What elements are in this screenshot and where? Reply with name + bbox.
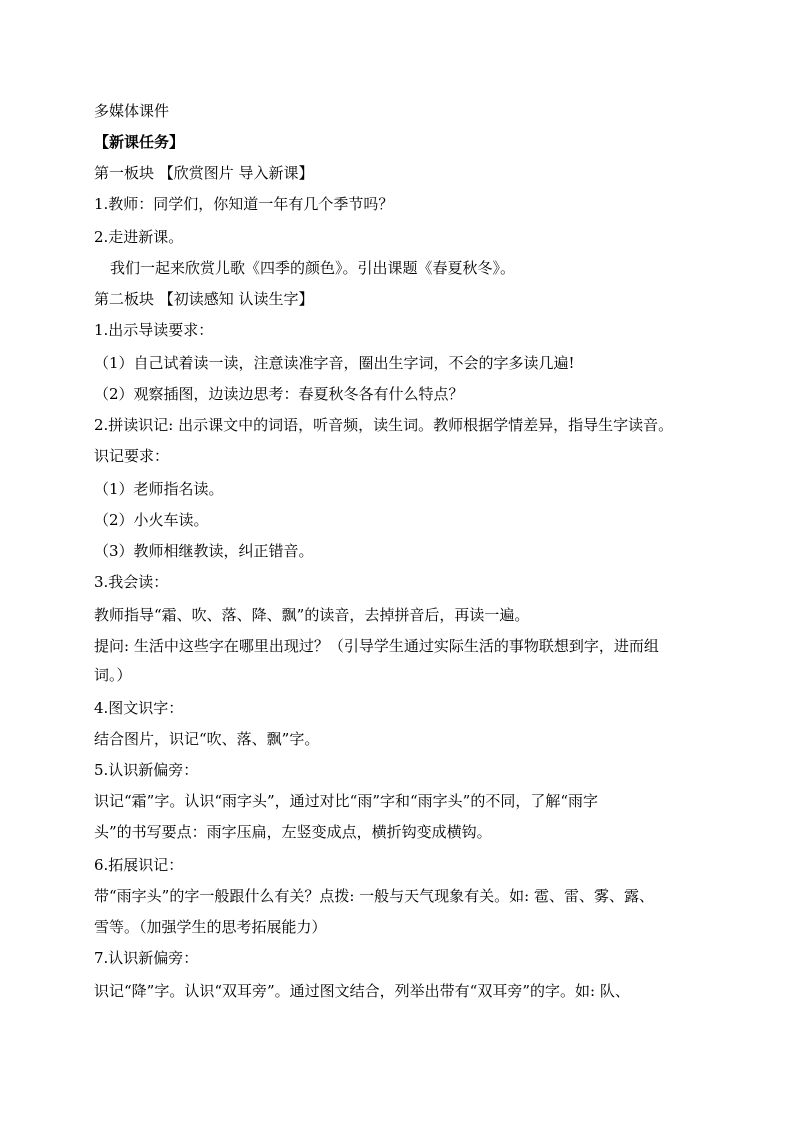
doc-section-title: 【新课任务】 xyxy=(94,133,185,151)
doc-line: 头”的书写要点：雨字压扁，左竖变成点，横折钩变成横钩。 xyxy=(94,823,492,841)
doc-line: （3）教师相继教读，纠正错音。 xyxy=(94,542,314,560)
doc-line: 5.认识新偏旁： xyxy=(94,761,199,779)
doc-line: 1.出示导读要求： xyxy=(94,321,214,339)
doc-line: 识记“降”字。认识“双耳旁”。通过图文结合，列举出带有“双耳旁”的字。如: 队、 xyxy=(94,982,630,1000)
doc-heading-multimedia: 多媒体课件 xyxy=(94,102,170,120)
doc-line: 提问: 生活中这些字在哪里出现过？（引导学生通过实际生活的事物联想到字，进而组 xyxy=(94,637,659,655)
doc-line: （2）观察插图，边读边思考：春夏秋冬各有什么特点？ xyxy=(94,385,464,403)
doc-line: 识记要求： xyxy=(94,447,170,465)
doc-line: 词。） xyxy=(94,666,132,684)
doc-line: 4.图文识字： xyxy=(94,699,184,717)
doc-line: 3.我会读： xyxy=(94,573,169,591)
doc-line: 教师指导“霜、吹、落、降、飘”的读音，去掉拼音后，再读一遍。 xyxy=(94,606,530,624)
doc-line: 雪等。（加强学生的思考拓展能力） xyxy=(94,918,327,936)
doc-line: 带“雨字头”的字一般跟什么有关？点拨: 一般与天气现象有关。如: 雹、雷、雾、露、 xyxy=(94,887,654,905)
doc-line: 2.拼读识记: 出示课文中的词语，听音频，读生词。教师根据学情差异，指导生字读音。 xyxy=(94,416,674,434)
doc-line: 6.拓展识记： xyxy=(94,856,184,874)
doc-line: 2.走进新课。 xyxy=(94,228,184,246)
doc-line: （2）小火车读。 xyxy=(94,511,209,529)
doc-block-1-title: 第一板块 【欣赏图片 导入新课】 xyxy=(94,164,314,182)
doc-line: 1.教师：同学们，你知道一年有几个季节吗？ xyxy=(94,195,394,213)
doc-line: 结合图片，识记“吹、落、飘”字。 xyxy=(94,730,320,748)
doc-line: 识记“霜”字。认识“雨字头”，通过对比“雨”字和“雨字头”的不同，了解“雨字 xyxy=(94,792,599,810)
doc-block-2-title: 第二板块 【初读感知 认读生字】 xyxy=(94,290,314,308)
doc-line: 7.认识新偏旁： xyxy=(94,949,199,967)
doc-paragraph-indented: 我们一起来欣赏儿歌《四季的颜色》。引出课题《春夏秋冬》。 xyxy=(110,259,516,277)
doc-line: （1）老师指名读。 xyxy=(94,480,224,498)
doc-line: （1）自己试着读一读，注意读准字音，圈出生字词，不会的字多读几遍! xyxy=(94,354,575,372)
